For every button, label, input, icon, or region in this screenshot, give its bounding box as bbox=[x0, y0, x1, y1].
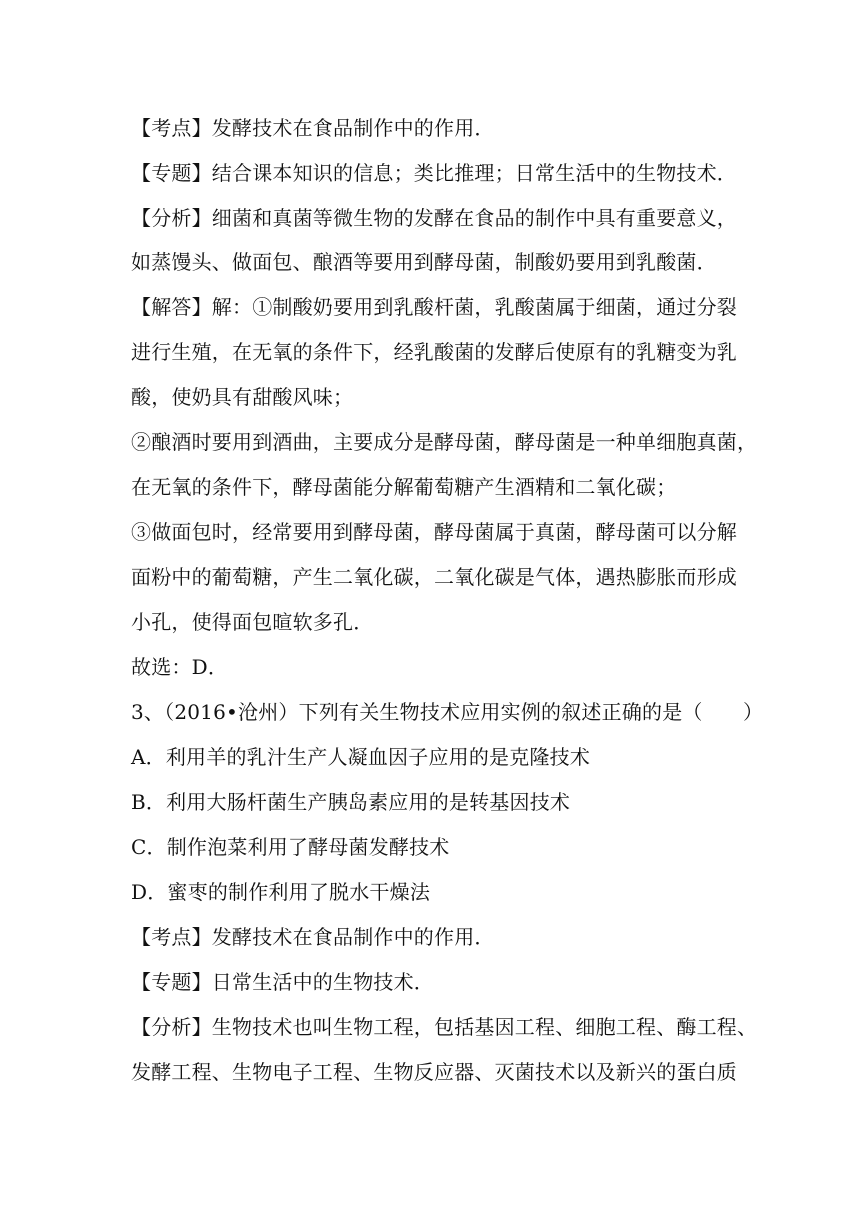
text-line-jieda-4: ②酿酒时要用到酒曲，主要成分是酵母菌，酵母菌是一种单细胞真菌， bbox=[131, 430, 758, 454]
text-line-zhuanti-2: 【专题】日常生活中的生物技术． bbox=[131, 970, 434, 994]
text-line-kaodian-1: 【考点】发酵技术在食品制作中的作用． bbox=[131, 116, 495, 140]
text-line-jieda-3: 酸，使奶具有甜酸风味； bbox=[131, 385, 354, 409]
text-line-jieda-7: 面粉中的葡萄糖，产生二氧化碳，二氧化碳是气体，遇热膨胀而形成 bbox=[131, 565, 737, 589]
text-line-fenxi-4: 发酵工程、生物电子工程、生物反应器、灭菌技术以及新兴的蛋白质 bbox=[131, 1060, 737, 1084]
text-line-jieda-6: ③做面包时，经常要用到酵母菌，酵母菌属于真菌，酵母菌可以分解 bbox=[131, 520, 737, 544]
text-line-zhuanti-1: 【专题】结合课本知识的信息；类比推理；日常生活中的生物技术． bbox=[131, 161, 737, 185]
question-3-option-c: C．制作泡菜利用了酵母菌发酵技术 bbox=[131, 835, 450, 859]
question-3-option-b: B．利用大肠杆菌生产胰岛素应用的是转基因技术 bbox=[131, 790, 571, 814]
question-3-stem: 3、（2016•沧州）下列有关生物技术应用实例的叙述正确的是（ ） bbox=[131, 700, 764, 724]
text-line-fenxi-3: 【分析】生物技术也叫生物工程，包括基因工程、细胞工程、酶工程、 bbox=[131, 1015, 758, 1039]
question-3-option-d: D．蜜枣的制作利用了脱水干燥法 bbox=[131, 880, 431, 904]
text-line-jieda-2: 进行生殖，在无氧的条件下，经乳酸菌的发酵后使原有的乳糖变为乳 bbox=[131, 340, 737, 364]
text-line-kaodian-2: 【考点】发酵技术在食品制作中的作用． bbox=[131, 925, 495, 949]
text-line-answer: 故选：D． bbox=[131, 655, 229, 679]
text-line-fenxi-2: 如蒸馒头、做面包、酿酒等要用到酵母菌，制酸奶要用到乳酸菌． bbox=[131, 250, 717, 274]
text-line-fenxi-1: 【分析】细菌和真菌等微生物的发酵在食品的制作中具有重要意义， bbox=[131, 206, 737, 230]
text-line-jieda-8: 小孔，使得面包暄软多孔． bbox=[131, 610, 374, 634]
text-line-jieda-1: 【解答】解：①制酸奶要用到乳酸杆菌，乳酸菌属于细菌，通过分裂 bbox=[131, 295, 737, 319]
question-3-option-a: A．利用羊的乳汁生产人凝血因子应用的是克隆技术 bbox=[131, 745, 591, 769]
text-line-jieda-5: 在无氧的条件下，酵母菌能分解葡萄糖产生酒精和二氧化碳； bbox=[131, 475, 677, 499]
